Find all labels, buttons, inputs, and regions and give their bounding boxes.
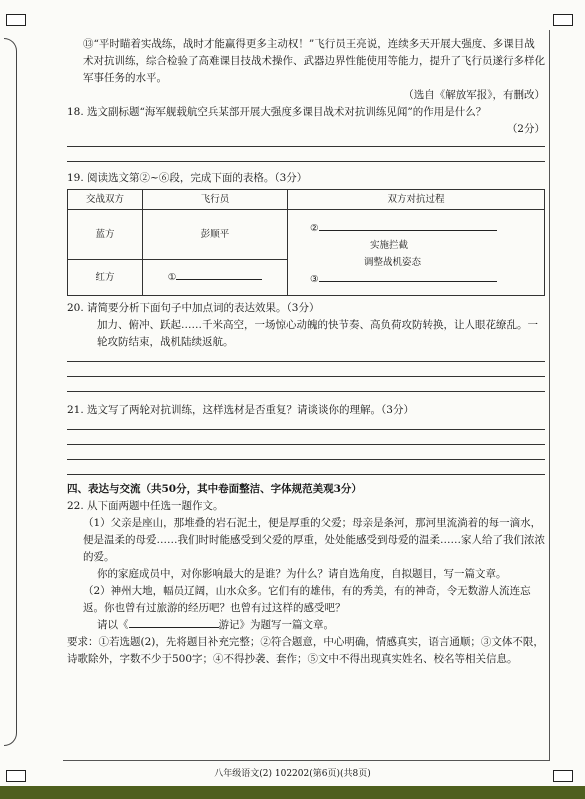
- answer-line[interactable]: [67, 361, 545, 362]
- table-cell-pilot-blue: 彭顺平: [143, 210, 288, 260]
- section-4-title: 四、表达与交流（共50分，其中卷面整洁、字体规范美观3分）: [67, 483, 362, 495]
- scan-bottom-strip: [0, 786, 585, 799]
- essay-title-blank[interactable]: [129, 617, 219, 628]
- table-header-pilot: 飞行员: [143, 190, 288, 210]
- fill-blank-2[interactable]: [319, 220, 497, 231]
- essay-title-suffix: 游记》为题写一篇文章。: [218, 619, 334, 631]
- question-19-table: [67, 189, 545, 296]
- process-step-intercept: 实施拦截: [370, 239, 409, 251]
- question-20: 20. 请简要分析下面句子中加点词的表达效果。（3分）: [67, 302, 320, 314]
- answer-line[interactable]: [67, 376, 545, 377]
- question-20-quote: 加力、俯冲、跃起……千米高空，一场惊心动魄的快节奏、高负荷攻防转换，让人眼花缭乱。一轮攻防结束，战机陆续返航。: [97, 319, 538, 348]
- essay-option-2-prompt: [67, 617, 545, 634]
- essay-option-1-prompt: 你的家庭成员中，对你影响最大的是谁？为什么？请自选角度，自拟题目，写一篇文章。: [97, 568, 507, 580]
- process-step-adjust: 调整战机姿态: [364, 256, 422, 268]
- corner-mark-top-left: [6, 14, 26, 26]
- table-cell-red-side: 红方: [68, 260, 143, 296]
- corner-mark-top-right: [553, 14, 573, 26]
- exam-page-content: [67, 36, 545, 668]
- answer-line[interactable]: [67, 444, 545, 445]
- question-18-score: （2分）: [506, 123, 545, 135]
- table-cell-pilot-red: [143, 260, 288, 296]
- blank-number-3: ③: [310, 273, 319, 285]
- blank-number-2: ②: [310, 222, 319, 234]
- table-cell-blue-side: 蓝方: [68, 210, 143, 260]
- question-21: 21. 选文写了两轮对抗训练，这样选材是否重复？请谈谈你的理解。（3分）: [67, 404, 414, 416]
- answer-line[interactable]: [67, 459, 545, 460]
- question-18-text: 18. 选文副标题“海军舰载航空兵某部开展大强度多课目战术对抗训练见闻”的作用是什么？: [67, 106, 487, 118]
- page-footer: 八年级语文(2) 102202(第6页)(共8页): [214, 769, 371, 779]
- table-cell-process: [288, 210, 545, 296]
- essay-option-2: （2）神州大地，幅员辽阔，山水众多。它们有的雄伟，有的秀美，有的神奇，令无数游人流连忘返。你也曾有过旅游的经历吧？也曾有过这样的感受吧？: [83, 585, 531, 614]
- binding-margin-bracket: [4, 38, 17, 746]
- essay-option-1: （1）父亲是座山，那堆叠的岩石泥土，便是厚重的父爱；母亲是条河，那河里流淌着的每一滴水，便是温柔的母爱……我们时时能感受到父爱的厚重，处处能感受到母爱的温柔……家人给了我们浓浓的爱。: [83, 517, 545, 563]
- table-header-sides: 交战双方: [68, 190, 143, 210]
- passage-source: （选自《解放军报》，有删改）: [403, 89, 545, 101]
- question-19: 19. 阅读选文第②~⑥段，完成下面的表格。（3分）: [67, 172, 308, 184]
- blank-number-1: ①: [167, 272, 177, 283]
- fill-blank-3[interactable]: [319, 271, 497, 282]
- table-header-process: 双方对抗过程: [288, 190, 545, 210]
- answer-line[interactable]: [67, 429, 545, 430]
- essay-requirements: 要求：①若选题(2)，先将题目补充完整；②符合题意，中心明确，情感真实，语言通顺；③文体不限，诗歌除外，字数不少于500字；④不得抄袭、套作；⑤文中不得出现真实姓名、校名等相关信息。: [67, 636, 544, 665]
- fill-blank-1[interactable]: [176, 269, 262, 280]
- answer-line[interactable]: [67, 146, 545, 147]
- passage-paragraph-13: ⑬“平时瞄着实战练，战时才能赢得更多主动权！”飞行员王亮说，连续多天开展大强度、多课目战术对抗训练，综合检验了高难课目技战术操作、武器边界性能使用等能力，提升了飞行员遂行多样化军事任务的水平。: [83, 38, 545, 84]
- question-18: [67, 104, 545, 121]
- essay-title-prefix: 请以《: [97, 619, 129, 631]
- question-22: 22. 从下面两题中任选一题作文。: [67, 500, 224, 512]
